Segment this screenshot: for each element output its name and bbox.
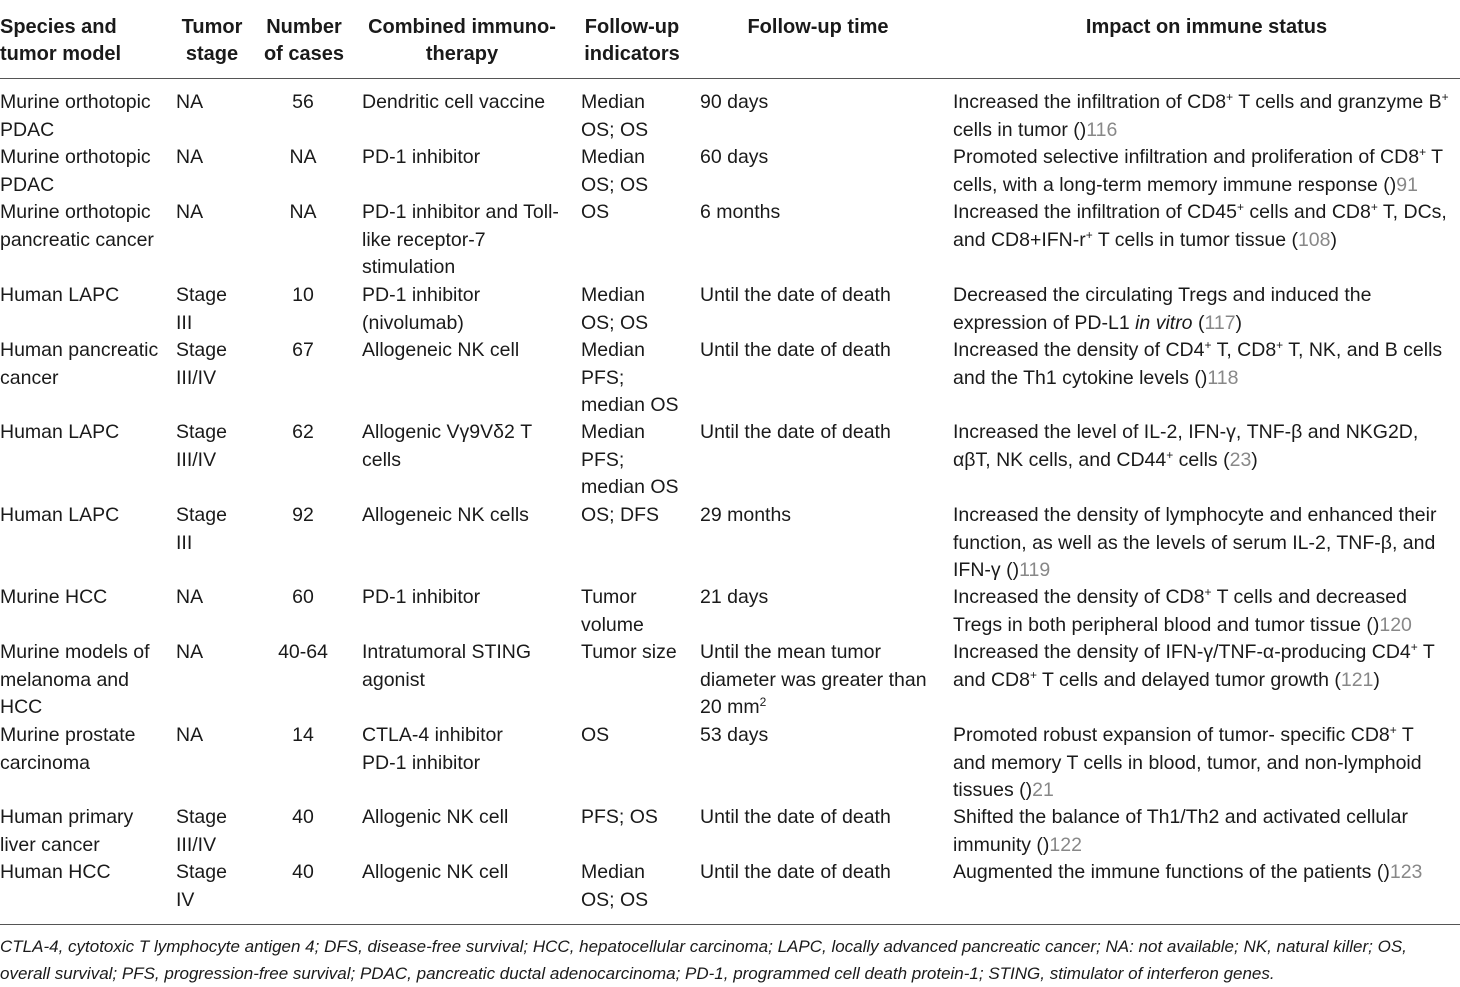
species-cell [0,282,119,310]
therapy-line: PD-1 inhibitor [362,284,481,306]
time-line: 90 days [700,91,769,113]
stage-line: NA [176,641,204,663]
time-cell [700,859,891,887]
time-cell [700,502,791,530]
impact-line: Increased the level of IL-2, IFN-γ, TNF-β and NKG2D, [953,421,1419,443]
therapy-cell [362,337,519,365]
therapy-line: PD-1 inhibitor [362,751,481,774]
stage-line: Stage [176,284,227,306]
impact-line: and CD8+IFN-r+ T cells in tumor tissue (108) [953,227,1337,251]
stage-line: Stage [176,421,227,443]
species-line: Murine prostate [0,724,136,746]
time-line: Until the date of death [700,421,891,443]
superscript: + [1166,447,1174,462]
therapy-line: PD-1 inhibitor [362,586,481,608]
cases-cell: 67 [292,339,314,361]
impact-line: Increased the density of CD4+ T, CD8+ T, NK, and B cells [953,338,1443,361]
stage-line: III/IV [176,448,217,471]
therapy-line: Allogeneic NK cell [362,339,520,361]
species-cell [0,419,119,447]
time-cell [700,804,891,832]
time-cell [700,419,891,447]
time-line: diameter was greater than [700,668,927,691]
species-line: Human LAPC [0,284,120,306]
impact-line: IFN-γ ()119 [953,559,1051,581]
stage-cell [176,337,227,392]
impact-line: Tregs in both peripheral blood and tumor tissue ()120 [953,613,1412,636]
reference-link: 23 [1229,448,1252,471]
superscript: + [1389,723,1397,737]
indicator-line: OS; DFS [581,504,660,526]
reference-link: 117 [1204,311,1236,334]
stage-line: Stage [176,861,227,883]
time-line: Until the date of death [700,339,891,361]
species-cell [0,144,151,199]
cases-cell: 92 [292,504,314,526]
indicators-cell [581,584,644,639]
therapy-line: agonist [362,668,425,691]
species-line: carcinoma [0,751,90,774]
time-line: 60 days [700,146,769,168]
stage-line: NA [176,201,204,223]
species-line: Human primary [0,806,134,828]
indicator-line: Median [581,146,645,168]
species-line: Human LAPC [0,421,120,443]
impact-line: Augmented the immune functions of the patients ()123 [953,861,1423,883]
therapy-cell [362,282,480,337]
footnote-divider [0,924,1460,925]
impact-line: cells, with a long-term memory immune response ()91 [953,173,1418,196]
impact-line: 20 $mm^2$ [700,695,767,718]
time-line: Until the date of death [700,806,891,828]
time-cell [700,722,768,750]
reference-link: 91 [1396,173,1418,196]
superscript: + [1237,200,1245,214]
therapy-line: Intratumoral STING [362,641,532,663]
superscript: + [1441,90,1449,104]
impact-line: function, as well as the levels of serum IL-2, TNF-β, and [953,531,1436,554]
header-species: Species and tumor model [0,16,122,65]
indicator-line: PFS; [581,366,625,389]
therapy-cell [362,859,508,887]
stage-cell [176,89,203,117]
stage-line: NA [176,91,204,113]
indicator-line: OS [581,201,610,223]
impact-cell [953,337,1442,392]
cases-cell: 56 [292,91,314,113]
cases-cell: 40 [292,861,314,883]
cases-cell: 10 [292,284,314,306]
indicators-cell [581,502,659,530]
species-line: liver cancer [0,833,100,856]
impact-line: cells in tumor ()116 [953,118,1118,141]
species-line: Human LAPC [0,504,120,526]
time-line: Until the mean tumor [700,641,881,663]
indicator-line: Median [581,284,645,306]
stage-cell [176,144,203,172]
species-line: Murine orthotopic [0,91,151,113]
cases-cell: 60 [292,586,314,608]
stage-line: III/IV [176,833,217,856]
indicator-line: median OS [581,394,679,416]
impact-line: and CD8+ T cells and delayed tumor growth (121) [953,667,1380,691]
superscript: + [1276,338,1284,352]
species-line: cancer [0,366,59,389]
stage-line: NA [176,586,204,608]
header-impact: Impact on immune status [1085,16,1328,38]
superscript: + [1029,667,1037,682]
impact-line: Promoted selective infiltration and proliferation of CD8+ T [953,145,1444,168]
therapy-cell [362,502,529,530]
superscript: + [1085,227,1093,242]
therapy-line: PD-1 inhibitor [362,146,481,168]
species-cell [0,722,135,777]
indicator-line: OS; OS [581,118,649,141]
header-cases: Number of cases [263,16,345,65]
stage-cell [176,199,203,227]
therapy-cell [362,584,480,612]
time-cell [700,89,768,117]
therapy-line: PD-1 inhibitor and Toll- [362,201,559,223]
indicator-line: Median [581,91,645,113]
therapy-cell [362,89,545,117]
stage-cell [176,282,227,337]
impact-line: tissues ()21 [953,779,1054,801]
reference-link: 123 [1389,861,1423,883]
time-cell [700,199,780,227]
species-cell [0,639,150,722]
stage-line: IV [176,888,195,911]
species-line: PDAC [0,173,55,196]
time-line: 29 months [700,504,792,526]
indicators-cell [581,282,648,337]
impact-line: αβT, NK cells, and CD44+ cells (23) [953,447,1258,471]
indicators-cell [581,337,679,420]
therapy-line: stimulation [362,256,456,278]
impact-line: Increased the infiltration of CD8+ T cells and granzyme B+ [953,90,1449,113]
species-line: Murine HCC [0,586,108,608]
superscript: + [1370,200,1378,214]
therapy-line: Allogenic NK cell [362,806,509,828]
stage-cell [176,859,227,914]
therapy-cell [362,722,503,777]
stage-cell [176,584,203,612]
time-cell [700,282,891,310]
therapy-line: Allogenic Vγ9Vδ2 T [362,421,533,443]
impact-cell [953,639,1435,694]
stage-line: Stage [176,339,227,361]
indicator-line: volume [581,613,644,636]
time-cell [700,144,768,172]
species-cell [0,337,158,392]
therapy-cell [362,144,480,172]
species-line: PDAC [0,118,55,141]
stage-line: Stage [176,504,227,526]
impact-line: Increased the density of lymphocyte and enhanced their [953,504,1437,526]
superscript: + [1419,145,1427,159]
time-line: 6 months [700,201,781,223]
indicator-line: Median [581,421,645,443]
reference-link: 121 [1340,668,1374,691]
impact-cell [953,502,1436,585]
impact-cell [953,859,1422,887]
stage-cell [176,639,203,667]
impact-cell [953,89,1449,144]
cases-cell: NA [289,201,317,223]
header-stage: Tumor stage [181,16,243,65]
table-footnote: CTLA-4, cytotoxic T lymphocyte antigen 4; DFS, disease-free survival; HCC, hepatocellular carcinoma; LAPC, locally advanced pancreatic cancer; NA: not available; NK, natural killer; OS, overall survival; PFS, progression-free survival; PDAC, pancreatic ductal adenocarcinoma; PD-1, programmed cell death protein-1; STING, stimulator of interferon genes. [0,937,1407,983]
impact-line: immunity ()122 [953,833,1082,856]
species-cell [0,584,107,612]
indicator-line: Tumor [581,586,637,608]
header-therapy: Combined immuno- therapy [368,16,556,65]
species-line: Murine orthotopic [0,146,151,168]
superscript: + [1204,585,1212,599]
species-cell [0,804,133,859]
stage-cell [176,419,227,474]
impact-line: and memory T cells in blood, tumor, and non-lymphoid [953,751,1422,774]
superscript: 2 [759,695,767,709]
superscript: + [1226,90,1234,104]
therapy-line: (nivolumab) [362,311,464,334]
species-line: Murine models of [0,641,150,663]
impact-line: expression of PD-L1 in vitro (117) [953,311,1243,334]
stage-cell [176,502,227,557]
impact-cell [953,199,1447,254]
superscript: + [1410,640,1418,654]
impact-cell [953,419,1418,474]
indicators-cell [581,144,648,199]
species-cell [0,859,111,887]
impact-line: Increased the density of IFN-γ/TNF-α-producing CD4+ T [953,640,1435,663]
indicators-cell [581,804,658,832]
therapy-cell [362,419,532,474]
indicator-line: OS; OS [581,311,649,334]
impact-cell [953,144,1443,199]
indicators-cell [581,722,609,750]
reference-link: 122 [1049,833,1082,856]
stage-line: III [176,531,193,554]
indicator-line: Median [581,861,645,883]
reference-link: 120 [1379,613,1412,636]
impact-line: Promoted robust expansion of tumor- specific CD8+ T [953,723,1414,746]
impact-line: and the Th1 cytokine levels ()118 [953,366,1239,389]
time-line: Until the date of death [700,861,891,883]
indicator-line: Median [581,339,645,361]
cases-cell: NA [289,146,317,168]
reference-link: 108 [1297,228,1331,251]
reference-link: 119 [1019,559,1051,581]
species-cell [0,199,154,254]
species-line: Human pancreatic [0,339,159,361]
indicators-cell [581,859,648,914]
impact-cell [953,584,1412,639]
species-line: HCC [0,696,43,718]
time-line: 53 days [700,724,769,746]
impact-line: Decreased the circulating Tregs and induced the [953,284,1372,306]
time-cell [700,337,891,365]
time-cell [700,639,927,722]
species-line: Human HCC [0,861,111,883]
impact-cell [953,804,1408,859]
cases-cell: 40 [292,806,314,828]
species-line: pancreatic cancer [0,228,154,251]
species-cell [0,89,151,144]
indicator-line: OS [581,724,610,746]
therapy-cell [362,804,508,832]
reference-link: 116 [1086,118,1118,141]
header-time: Follow-up time [747,16,889,38]
impact-line: Increased the density of CD8+ T cells and decreased [953,585,1407,608]
reference-link: 21 [1032,779,1054,801]
cases-cell: 40-64 [278,641,328,663]
indicators-cell [581,199,609,227]
impact-line: Shifted the balance of Th1/Th2 and activated cellular [953,806,1408,828]
indicators-cell [581,419,679,502]
header-indicators: Follow-up indicators [584,16,680,65]
therapy-cell [362,639,531,694]
cases-cell: 14 [292,724,314,746]
indicator-line: median OS [581,476,679,498]
indicator-line: OS; OS [581,888,649,911]
indicator-line: PFS; OS [581,806,658,828]
indicator-line: Tumor size [581,641,677,663]
stage-line: III [176,311,193,334]
indicator-line: OS; OS [581,173,649,196]
therapy-line: Allogenic NK cell [362,861,509,883]
time-cell [700,584,768,612]
therapy-line: CTLA-4 inhibitor [362,724,503,746]
stage-cell [176,804,227,859]
stage-line: NA [176,724,204,746]
table-header [0,0,1460,79]
italic-text: in vitro [1135,311,1193,334]
stage-line: NA [176,146,204,168]
indicator-line: PFS; [581,448,625,471]
species-line: melanoma and [0,668,129,691]
impact-cell [953,722,1422,805]
therapy-line: Allogeneic NK cells [362,504,529,526]
superscript: + [1204,338,1212,352]
therapy-line: Dendritic cell vaccine [362,91,546,113]
indicators-cell [581,89,648,144]
reference-link: 118 [1207,366,1239,389]
stage-line: III/IV [176,366,217,389]
impact-cell [953,282,1371,337]
species-line: Murine orthotopic [0,201,151,223]
therapy-line: like receptor-7 [362,228,486,251]
time-line: 21 days [700,586,769,608]
time-line: Until the date of death [700,284,891,306]
stage-cell [176,722,203,750]
therapy-line: cells [362,448,402,471]
cases-cell: 62 [292,421,314,443]
impact-line: Increased the infiltration of CD45+ cells and CD8+ T, DCs, [953,200,1447,223]
indicators-cell [581,639,677,667]
stage-line: Stage [176,806,227,828]
therapy-cell [362,199,559,282]
species-cell [0,502,119,530]
